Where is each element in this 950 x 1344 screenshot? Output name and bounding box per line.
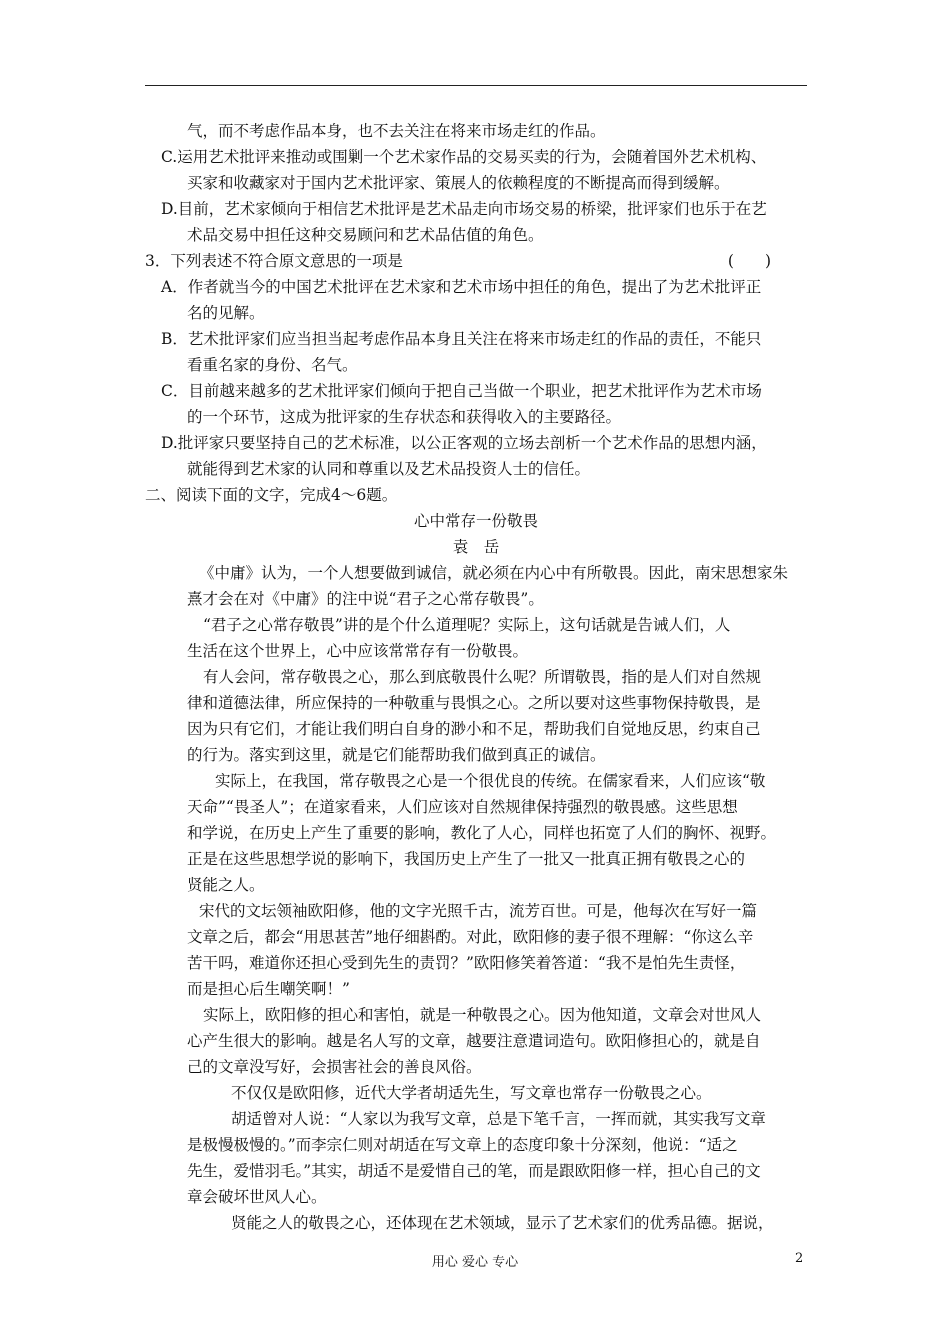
paragraph-line: “君子之心常存敬畏”讲的是个什么道理呢？实际上，这句话就是告诫人们，人 bbox=[203, 616, 731, 634]
q3-option-d-continuation: 就能得到艺术家的认同和尊重以及艺术品投资人士的信任。 bbox=[187, 460, 591, 478]
answer-parentheses: ( ) bbox=[727, 252, 771, 270]
q3-option-d: D.批评家只要坚持自己的艺术标准，以公正客观的立场去剖析一个艺术作品的思想内涵， bbox=[161, 434, 767, 452]
q3-option-b: B．艺术批评家们应当担当起考虑作品本身且关注在将来市场走红的作品的责任，不能只 bbox=[161, 330, 762, 348]
question-3-text: 3．下列表述不符合原文意思的一项是 bbox=[145, 252, 403, 270]
q3-option-b-continuation: 看重名家的身份、名气。 bbox=[187, 356, 358, 374]
paragraph-line: 胡适曾对人说：“人家以为我写文章，总是下笔千言，一挥而就，其实我写文章 bbox=[231, 1110, 766, 1128]
paragraph-line: 而是担心后生嘲笑啊！” bbox=[187, 980, 350, 998]
paragraph-line: 《中庸》认为，一个人想要做到诚信，就必须在内心中有所敬畏。因此，南宋思想家朱 bbox=[199, 564, 789, 582]
paragraph-line: 贤能之人。 bbox=[187, 876, 265, 894]
paragraph-line: 有人会问，常存敬畏之心，那么到底敬畏什么呢？所谓敬畏，指的是人们对自然规 bbox=[203, 668, 762, 686]
option-b-continuation: 气，而不考虑作品本身，也不去关注在将来市场走红的作品。 bbox=[187, 122, 606, 140]
paragraph-line: 贤能之人的敬畏之心，还体现在艺术领域，显示了艺术家们的优秀品德。据说， bbox=[231, 1214, 774, 1232]
paragraph-line: 正是在这些思想学说的影响下，我国历史上产生了一批又一批真正拥有敬畏之心的 bbox=[187, 850, 746, 868]
paragraph-line: 苦干吗，难道你还担心受到先生的责罚？”欧阳修笑着答道：“我不是怕先生责怪， bbox=[187, 954, 746, 972]
paragraph-line: 律和道德法律，所应保持的一种敬重与畏惧之心。之所以要对这些事物保持敬畏，是 bbox=[187, 694, 761, 712]
paragraph-line: 的行为。落实到这里，就是它们能帮助我们做到真正的诚信。 bbox=[187, 746, 606, 764]
paragraph-line: 熹才会在对《中庸》的注中说“君子之心常存敬畏”。 bbox=[187, 590, 544, 608]
page-content bbox=[145, 118, 807, 1236]
option-c-continuation: 买家和收藏家对于国内艺术批评家、策展人的依赖程度的不断提高而得到缓解。 bbox=[187, 174, 730, 192]
page-footer: 用心 爱心 专心 bbox=[431, 1255, 519, 1270]
paragraph-line: 生活在这个世界上，心中应该常常存有一份敬畏。 bbox=[187, 642, 529, 660]
paragraph-line: 因为只有它们，才能让我们明白自身的渺小和不足，帮助我们自觉地反思，约束自己 bbox=[187, 720, 761, 738]
paragraph-line: 天命”“畏圣人”；在道家看来，人们应该对自然规律保持强烈的敬畏感。这些思想 bbox=[187, 798, 738, 816]
paragraph-line: 实际上，欧阳修的担心和害怕，就是一种敬畏之心。因为他知道，文章会对世风人 bbox=[203, 1006, 762, 1024]
paragraph-line: 先生，爱惜羽毛。”其实，胡适不是爱惜自己的笔，而是跟欧阳修一样，担心自己的文 bbox=[187, 1162, 761, 1180]
q3-option-c-continuation: 的一个环节，这成为批评家的生存状态和获得收入的主要路径。 bbox=[187, 408, 622, 426]
paragraph-line: 和学说，在历史上产生了重要的影响，教化了人心，同样也拓宽了人们的胸怀、视野。 bbox=[187, 824, 777, 842]
q3-option-a-continuation: 名的见解。 bbox=[187, 304, 265, 322]
paragraph-line: 实际上，在我国，常存敬畏之心是一个很优良的传统。在儒家看来，人们应该“敬 bbox=[215, 772, 766, 790]
paragraph-line: 己的文章没写好，会损害社会的善良风俗。 bbox=[187, 1058, 482, 1076]
q3-option-c: C．目前越来越多的艺术批评家们倾向于把自己当做一个职业，把艺术批评作为艺术市场 bbox=[161, 382, 762, 400]
header-rule bbox=[145, 85, 807, 86]
paragraph-line: 章会破坏世风人心。 bbox=[187, 1188, 327, 1206]
article-title: 心中常存一份敬畏 bbox=[413, 512, 538, 530]
paragraph-line: 不仅仅是欧阳修，近代大学者胡适先生，写文章也常存一份敬畏之心。 bbox=[231, 1084, 712, 1102]
paragraph-line: 文章之后，都会“用思甚苦”地仔细斟酌。对此，欧阳修的妻子很不理解：“你这么辛 bbox=[187, 928, 754, 946]
question-3 bbox=[145, 248, 807, 274]
page-number: 2 bbox=[795, 1251, 804, 1266]
option-c: C.运用艺术批评来推动或围剿一个艺术家作品的交易买卖的行为，会随着国外艺术机构、 bbox=[161, 148, 767, 166]
section-two-heading: 二、阅读下面的文字，完成4～6题。 bbox=[145, 486, 398, 504]
option-d: D.目前，艺术家倾向于相信艺术批评是艺术品走向市场交易的桥梁，批评家们也乐于在艺 bbox=[161, 200, 767, 218]
option-d-continuation: 术品交易中担任这种交易顾问和艺术品估值的角色。 bbox=[187, 226, 544, 244]
paragraph-line: 宋代的文坛领袖欧阳修，他的文字光照千古，流芳百世。可是，他每次在写好一篇 bbox=[199, 902, 758, 920]
article-author: 袁 岳 bbox=[452, 538, 500, 556]
paragraph-line: 是极慢极慢的。”而李宗仁则对胡适在写文章上的态度印象十分深刻，他说：“适之 bbox=[187, 1136, 738, 1154]
q3-option-a: A．作者就当今的中国艺术批评在艺术家和艺术市场中担任的角色，提出了为艺术批评正 bbox=[161, 278, 762, 296]
paragraph-line: 心产生很大的影响。越是名人写的文章，越要注意遣词造句。欧阳修担心的，就是自 bbox=[187, 1032, 761, 1050]
